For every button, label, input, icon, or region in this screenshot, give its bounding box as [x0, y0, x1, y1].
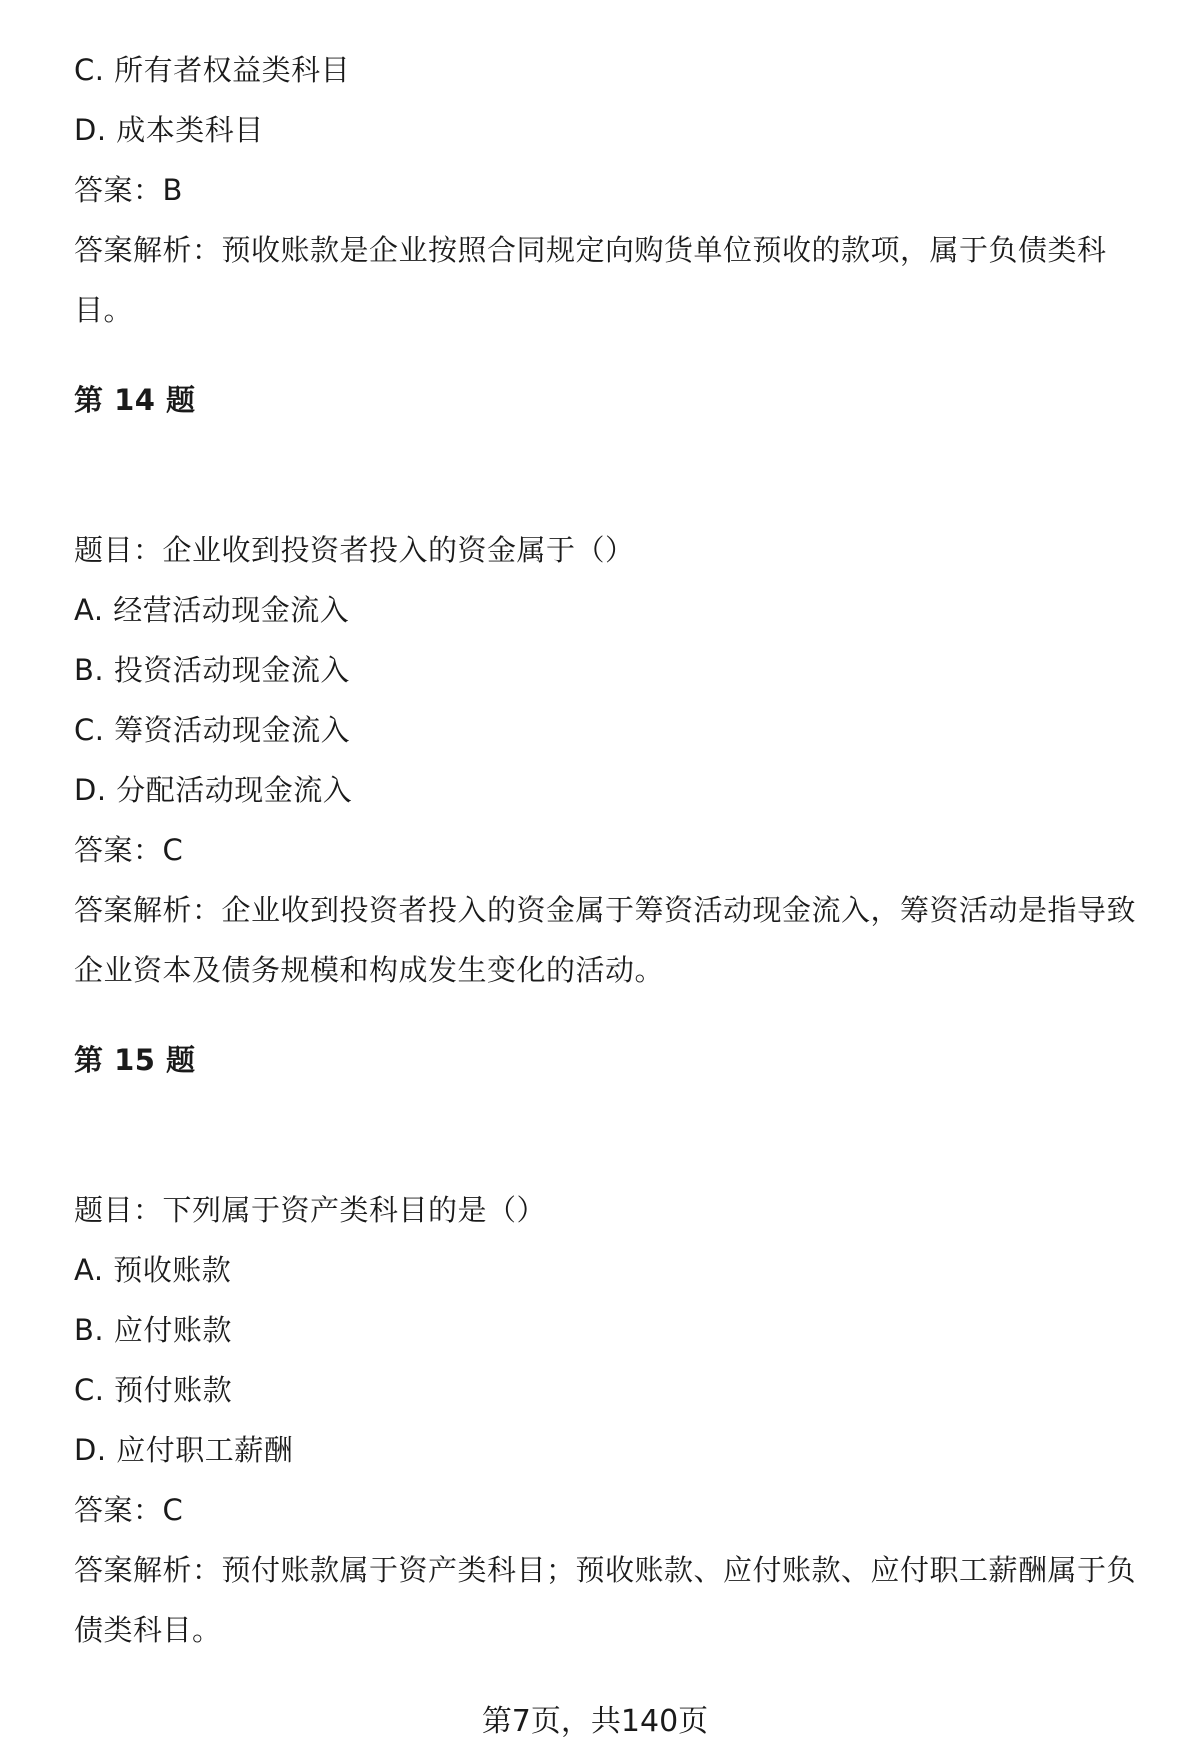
q15-option-d: D. 应付职工薪酬	[74, 1433, 294, 1467]
prev-explanation-line2: 目。	[74, 293, 134, 327]
q14-heading: 第 14 题	[74, 383, 196, 417]
prev-option-d: D. 成本类科目	[74, 113, 264, 147]
q14-option-a: A. 经营活动现金流入	[74, 593, 350, 627]
q15-option-b: B. 应付账款	[74, 1313, 232, 1347]
q14-option-c: C. 筹资活动现金流入	[74, 713, 351, 747]
q14-explanation-line1: 答案解析：企业收到投资者投入的资金属于筹资活动现金流入，筹资活动是指导致	[74, 893, 1137, 927]
q14-explanation-line2: 企业资本及债务规模和构成发生变化的活动。	[74, 953, 665, 987]
q14-answer: 答案：C	[74, 833, 184, 867]
prev-explanation-line1: 答案解析：预收账款是企业按照合同规定向购货单位预收的款项，属于负债类科	[74, 233, 1107, 267]
q15-option-c: C. 预付账款	[74, 1373, 233, 1407]
q14-question: 题目：企业收到投资者投入的资金属于（）	[74, 533, 635, 567]
q15-question: 题目：下列属于资产类科目的是（）	[74, 1193, 547, 1227]
q15-answer: 答案：C	[74, 1493, 184, 1527]
page-number-footer: 第7页，共140页	[481, 1704, 709, 1739]
q15-explanation-line1: 答案解析：预付账款属于资产类科目；预收账款、应付账款、应付职工薪酬属于负	[74, 1553, 1137, 1587]
q15-explanation-line2: 债类科目。	[74, 1613, 222, 1647]
q14-option-d: D. 分配活动现金流入	[74, 773, 353, 807]
q14-option-b: B. 投资活动现金流入	[74, 653, 350, 687]
prev-answer: 答案：B	[74, 173, 183, 207]
q15-heading: 第 15 题	[74, 1043, 196, 1077]
prev-option-c: C. 所有者权益类科目	[74, 53, 351, 87]
q15-option-a: A. 预收账款	[74, 1253, 232, 1287]
